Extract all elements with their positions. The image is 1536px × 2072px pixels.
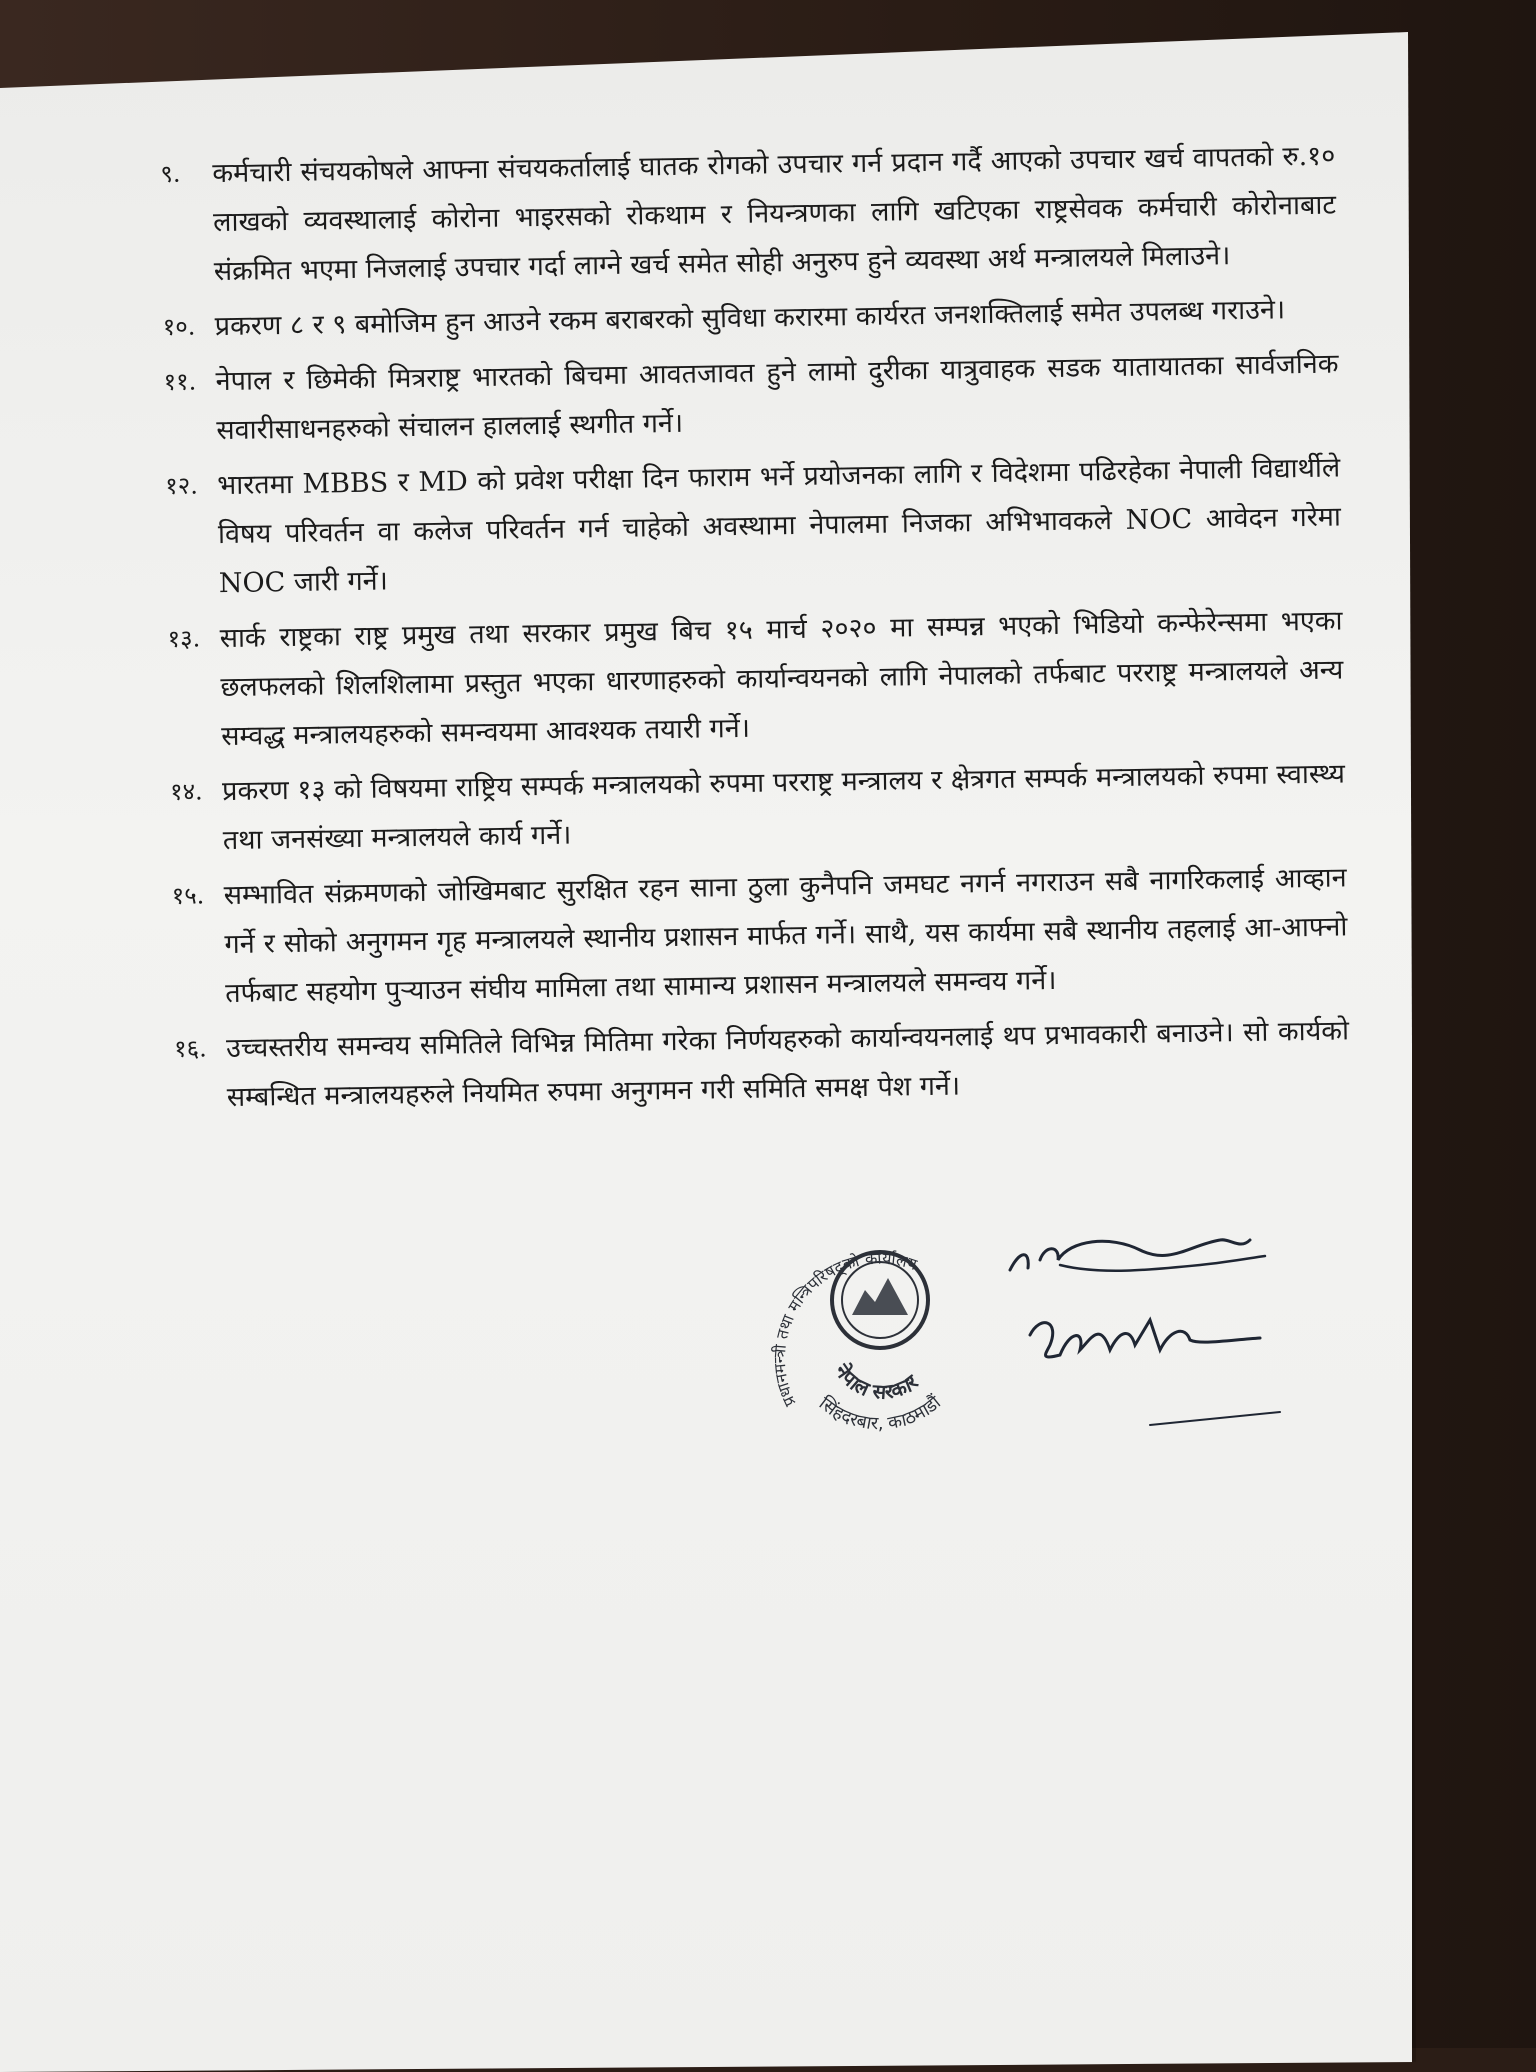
item-text: उच्चस्तरीय समन्वय समितिले विभिन्न मितिमा गरेका निर्णयहरुको कार्यान्वयनलाई थप प्रभावकारी बनाउने। सो कार्यको सम्बन्धित मन्त्रालयहरुले नियमित रुपमा अनुगमन गरी समिति समक्ष पेश गर्ने। (225, 1015, 1350, 1114)
item-number: १५. (171, 881, 205, 910)
signature-date-text: २०७६।१२।३ (1000, 1220, 1005, 1221)
item-number: १०. (162, 312, 196, 341)
signature-block (760, 1220, 1360, 1480)
list-item (167, 596, 1344, 761)
item-number: ११. (163, 367, 197, 396)
list-item (174, 1006, 1350, 1122)
seal-gov-text: नेपाल सरकार (830, 1359, 923, 1404)
item-text: नेपाल र छिमेकी मित्रराष्ट्र भारतको बिचमा आवतजावत हुने लामो दुरीका यात्रुवाहक सडक यातायातका सार्वजनिक सवारीसाधनहरुको संचालन हाललाई स्थगीत गर्ने। (215, 348, 1339, 447)
list-item (163, 340, 1339, 456)
handwritten-signature (1000, 1220, 1340, 1440)
item-number: १२. (165, 471, 199, 500)
item-text: भारतमा MBBS र MD को प्रवेश परीक्षा दिन फाराम भर्ने प्रयोजनका लागि र विदेशमा पढिरहेका नेपाली विद्यार्थीले विषय परिवर्तन वा कलेज परिवर्तन गर्न चाहेको अवस्थामा नेपालमा निजका अभिभावकले NOC आवेदन गरेमा NOC जारी गर्ने। (217, 452, 1342, 600)
list-item (165, 444, 1342, 609)
item-number: १४. (169, 777, 203, 806)
list-item (170, 749, 1346, 865)
item-number: १३. (167, 624, 201, 653)
item-number: १६. (173, 1034, 207, 1063)
item-text: सम्भावित संक्रमणको जोखिमबाट सुरक्षित रहन साना ठुला कुनैपनि जमघट नगर्न नगराउन सबै नागरिकलाई आव्हान गर्ने र सोको अनुगमन गृह मन्त्रालयले स्थानीय प्रशासन मार्फत गर्ने। साथै, यस कार्यमा सबै स्थानीय तहलाई आ-आफ्नो तर्फबाट सहयोग पुऱ्याउन संघीय मामिला तथा सामान्य प्रशासन मन्त्रालयले समन्वय गर्ने। (223, 862, 1348, 1010)
item-text: कर्मचारी संचयकोषले आफ्ना संचयकर्तालाई घातक रोगको उपचार गर्न प्रदान गर्दै आएको उपचार खर्च वापतको रु.१० लाखको व्यवस्थालाई कोरोना भाइरसको रोकथाम र नियन्त्रणका लागि खटिएका राष्ट्रसेवक कर्मचारी कोरोनाबाट संक्रमित भएमा निजलाई उपचार गर्दा लाग्ने खर्च समेत सोही अनुरुप हुने व्यवस्था अर्थ मन्त्रालयले मिलाउने। (212, 140, 1337, 288)
seal-place-text: सिंहदरबार, काठमाडौं (814, 1392, 945, 1435)
item-number: ९. (160, 159, 181, 188)
item-text: सार्क राष्ट्रका राष्ट्र प्रमुख तथा सरकार प्रमुख बिच १५ मार्च २०२० मा सम्पन्न भएको भिडियो कन्फेरेन्समा भएका छलफलको शिलशिलामा प्रस्तुत भएका धारणाहरुको कार्यान्वयनको लागि नेपालको तर्फबाट परराष्ट्र मन्त्रालयले अन्य सम्वद्ध मन्त्रालयहरुको समन्वयमा आवश्यक तयारी गर्ने। (219, 605, 1344, 753)
mountain-emblem-icon (852, 1278, 908, 1315)
seal-outer-text: प्रधानमन्त्री तथा मन्त्रिपरिषद्को कार्यालय (769, 1248, 920, 1410)
document-body (160, 132, 1350, 1129)
item-text: प्रकरण १३ को विषयमा राष्ट्रिय सम्पर्क मन्त्रालयको रुपमा परराष्ट्र मन्त्रालय र क्षेत्रगत सम्पर्क मन्त्रालयको रुपमा स्वास्थ्य तथा जनसंख्या मन्त्रालयले कार्य गर्ने। (221, 758, 1346, 857)
item-text: प्रकरण ८ र ९ बमोजिम हुन आउने रकम बराबरको सुविधा करारमा कार्यरत जनशक्तिलाई समेत उपलब्ध गराउने। (214, 294, 1286, 343)
list-item (171, 853, 1348, 1018)
official-seal (760, 1220, 1000, 1460)
list-item (160, 132, 1337, 297)
